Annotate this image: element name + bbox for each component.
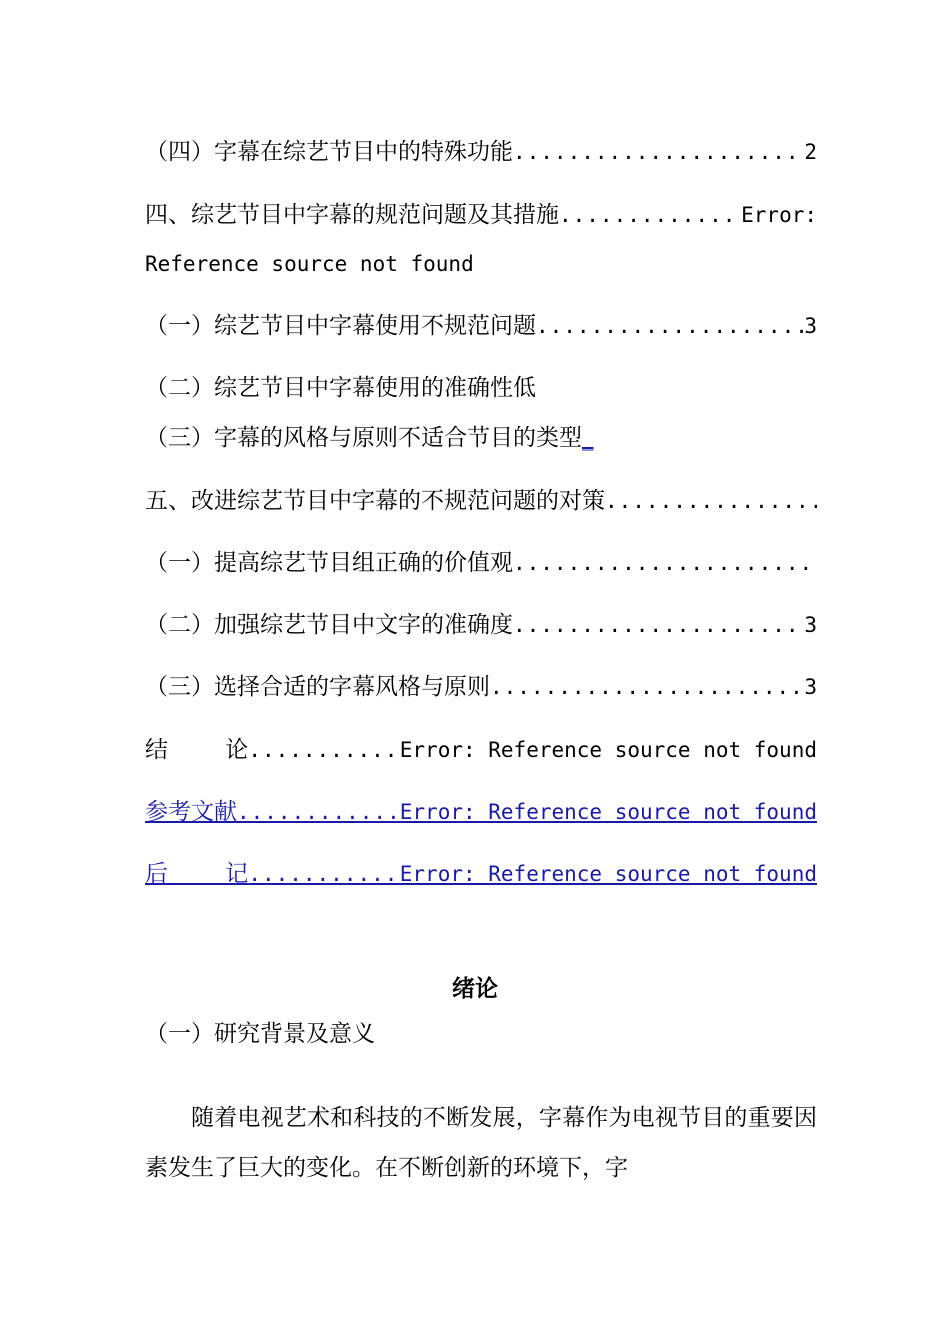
body-paragraph: 随着电视艺术和科技的不断发展，字幕作为电视节目的重要因素发生了巨大的变化。在不断创新的环境下，字 (145, 1105, 817, 1181)
toc-page-number: 3 (804, 314, 817, 338)
toc-item-4-3[interactable]: （三）字幕的风格与原则不适合节目的类型_ (145, 425, 594, 451)
toc-leader-dots (248, 735, 399, 765)
toc-leader-dots (605, 486, 817, 516)
toc-item-5-1[interactable]: （一）提高综艺节目组正确的价值观 ..... (145, 548, 817, 578)
toc-page-number: 3 (804, 613, 817, 637)
toc-leader-dots (536, 311, 804, 341)
toc-leader-dots (490, 672, 804, 702)
toc-item-4-2[interactable]: （二）综艺节目中字幕使用的准确性低 (145, 375, 536, 401)
toc-item-4[interactable]: 四、综艺节目中字幕的规范问题及其措施 ..... Error: (145, 200, 817, 230)
toc-page-number: 2 (804, 140, 817, 164)
toc-item-4-error-continuation: Reference source not found (145, 252, 474, 276)
toc-item-conclusion[interactable]: 结 论 ..... Error: Reference source not found (145, 735, 817, 765)
toc-page-number: 3 (804, 675, 817, 699)
toc-trailing-mark: _ (582, 425, 594, 451)
toc-item-5-3[interactable]: （三）选择合适的字幕风格与原则 ..... 3 (145, 672, 817, 702)
toc-error-text: Error: Reference source not found (399, 862, 817, 886)
toc-leader-dots (513, 548, 817, 578)
toc-leader-dots (559, 200, 741, 230)
toc-item-4-4[interactable]: （四）字幕在综艺节目中的特殊功能 ..... 2 (145, 137, 817, 167)
toc-item-5[interactable]: 五、改进综艺节目中字幕的不规范问题的对策 ..... (145, 486, 817, 516)
toc-error-text: Error: (741, 203, 817, 227)
toc-leader-dots (248, 859, 399, 889)
toc-error-text: Error: Reference source not found (399, 800, 817, 824)
toc-leader-dots (237, 797, 400, 827)
toc-item-4-1[interactable]: （一）综艺节目中字幕使用不规范问题 ..... 3 (145, 311, 817, 341)
toc-leader-dots (513, 610, 804, 640)
toc-item-references-link[interactable]: 参考文献 ..... Error: Reference source not found (145, 797, 817, 827)
toc-leader-dots (513, 137, 804, 167)
section-title: 绪论 (452, 976, 498, 1002)
toc-item-5-2[interactable]: （二）加强综艺节目中文字的准确度 ..... 3 (145, 610, 817, 640)
toc-item-afterword-link[interactable]: 后 记 ..... Error: Reference source not found (145, 859, 817, 889)
toc-error-text: Error: Reference source not found (399, 738, 817, 762)
section-subtitle: （一）研究背景及意义 (145, 1021, 375, 1047)
